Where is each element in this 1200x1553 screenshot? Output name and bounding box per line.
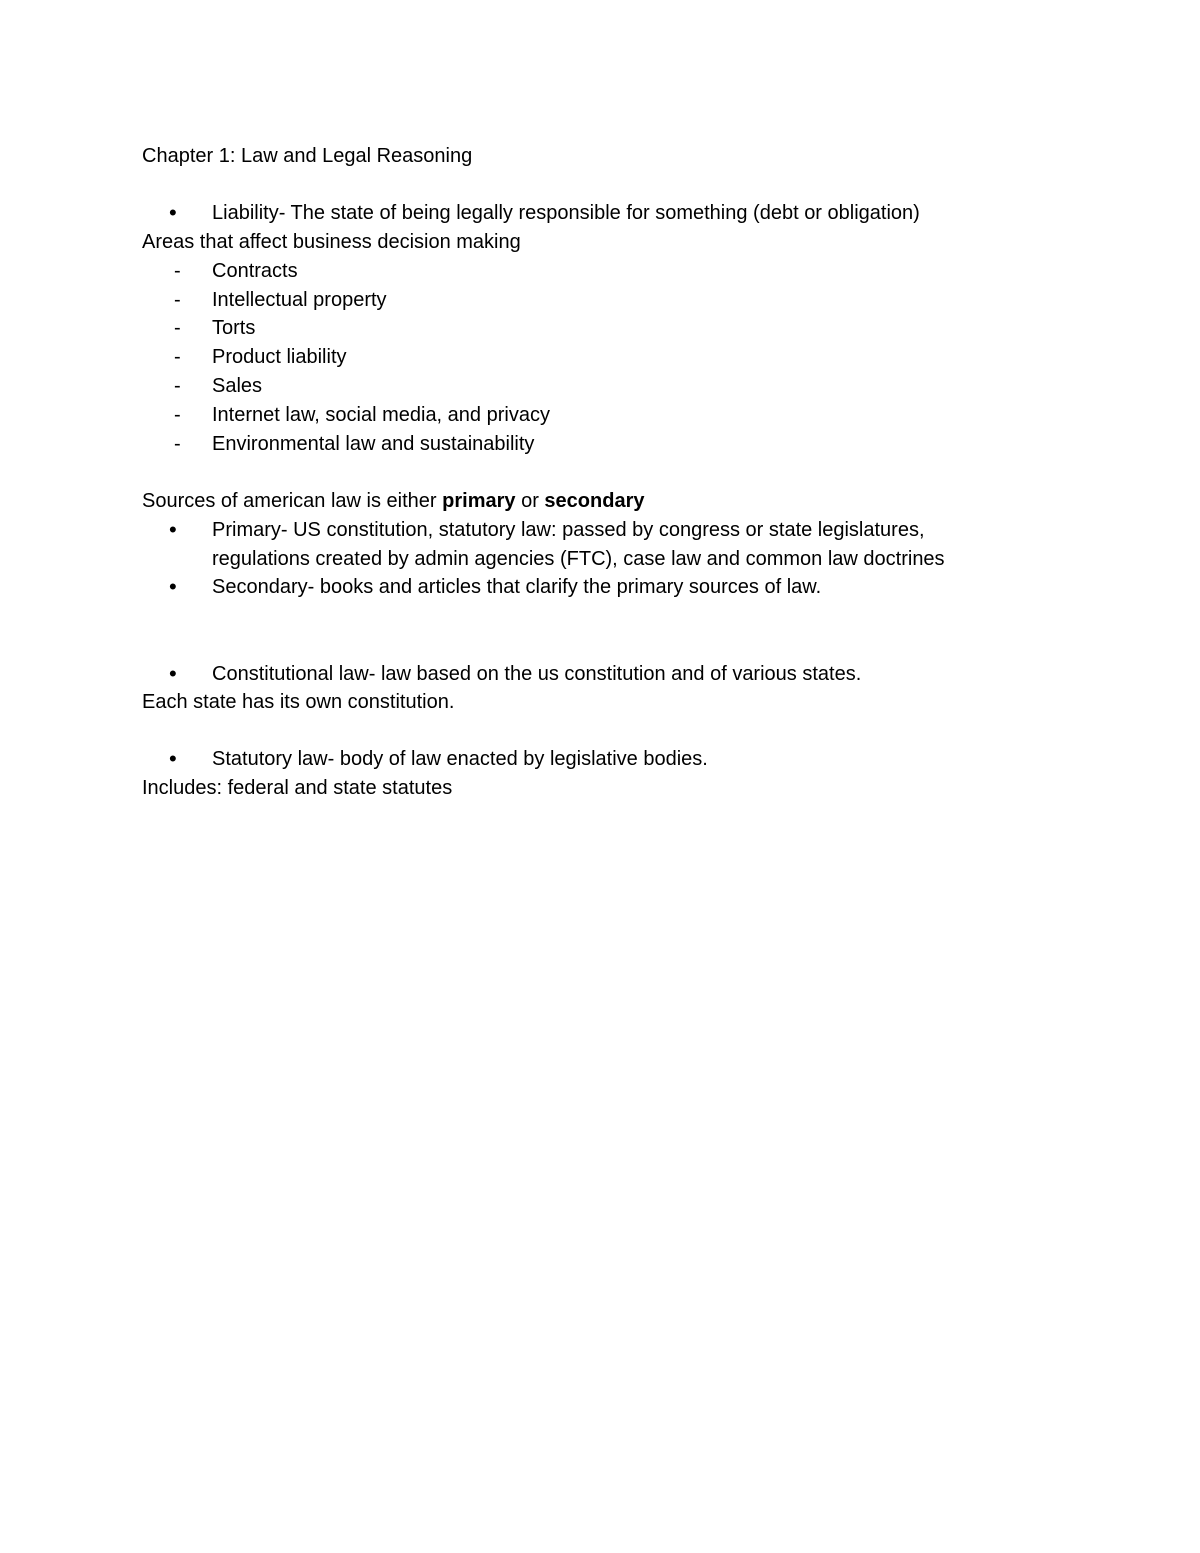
- list-item: Internet law, social media, and privacy: [212, 404, 550, 426]
- primary-definition-line-2: regulations created by admin agencies (FTC), case law and common law doctrines: [212, 548, 945, 570]
- each-state-note: Each state has its own constitution.: [142, 691, 455, 713]
- dash-icon: -: [174, 260, 181, 282]
- list-item: Sales: [212, 375, 263, 397]
- dash-icon: -: [174, 289, 181, 311]
- list-item: Contracts: [212, 260, 298, 282]
- list-item: Torts: [212, 317, 256, 339]
- bullet-icon: •: [169, 517, 177, 542]
- liability-definition: Liability- The state of being legally responsible for something (debt or obligation): [212, 202, 920, 224]
- constitutional-law-definition: Constitutional law- law based on the us constitution and of various states.: [212, 663, 862, 685]
- secondary-emphasis: secondary: [544, 490, 645, 512]
- sources-heading: [142, 487, 644, 515]
- primary-definition-line-1: Primary- US constitution, statutory law: passed by congress or state legislatures,: [212, 519, 925, 541]
- bullet-icon: •: [169, 574, 177, 599]
- bullet-icon: •: [169, 746, 177, 771]
- list-item: Environmental law and sustainability: [212, 433, 535, 455]
- statutory-law-definition: Statutory law- body of law enacted by legislative bodies.: [212, 748, 708, 770]
- sources-prefix: Sources of american law is either: [142, 490, 443, 512]
- primary-emphasis: primary: [442, 490, 516, 512]
- dash-icon: -: [174, 375, 181, 397]
- dash-icon: -: [174, 346, 181, 368]
- includes-note: Includes: federal and state statutes: [142, 777, 453, 799]
- page-title: Chapter 1: Law and Legal Reasoning: [142, 145, 473, 167]
- dash-icon: -: [174, 433, 181, 455]
- list-item: Intellectual property: [212, 289, 387, 311]
- secondary-definition: Secondary- books and articles that clarify the primary sources of law.: [212, 576, 822, 598]
- list-item: Product liability: [212, 346, 347, 368]
- bullet-icon: •: [169, 200, 177, 225]
- bullet-icon: •: [169, 661, 177, 686]
- areas-heading: Areas that affect business decision making: [142, 231, 521, 253]
- dash-icon: -: [174, 404, 181, 426]
- sources-middle: or: [515, 490, 545, 512]
- dash-icon: -: [174, 317, 181, 339]
